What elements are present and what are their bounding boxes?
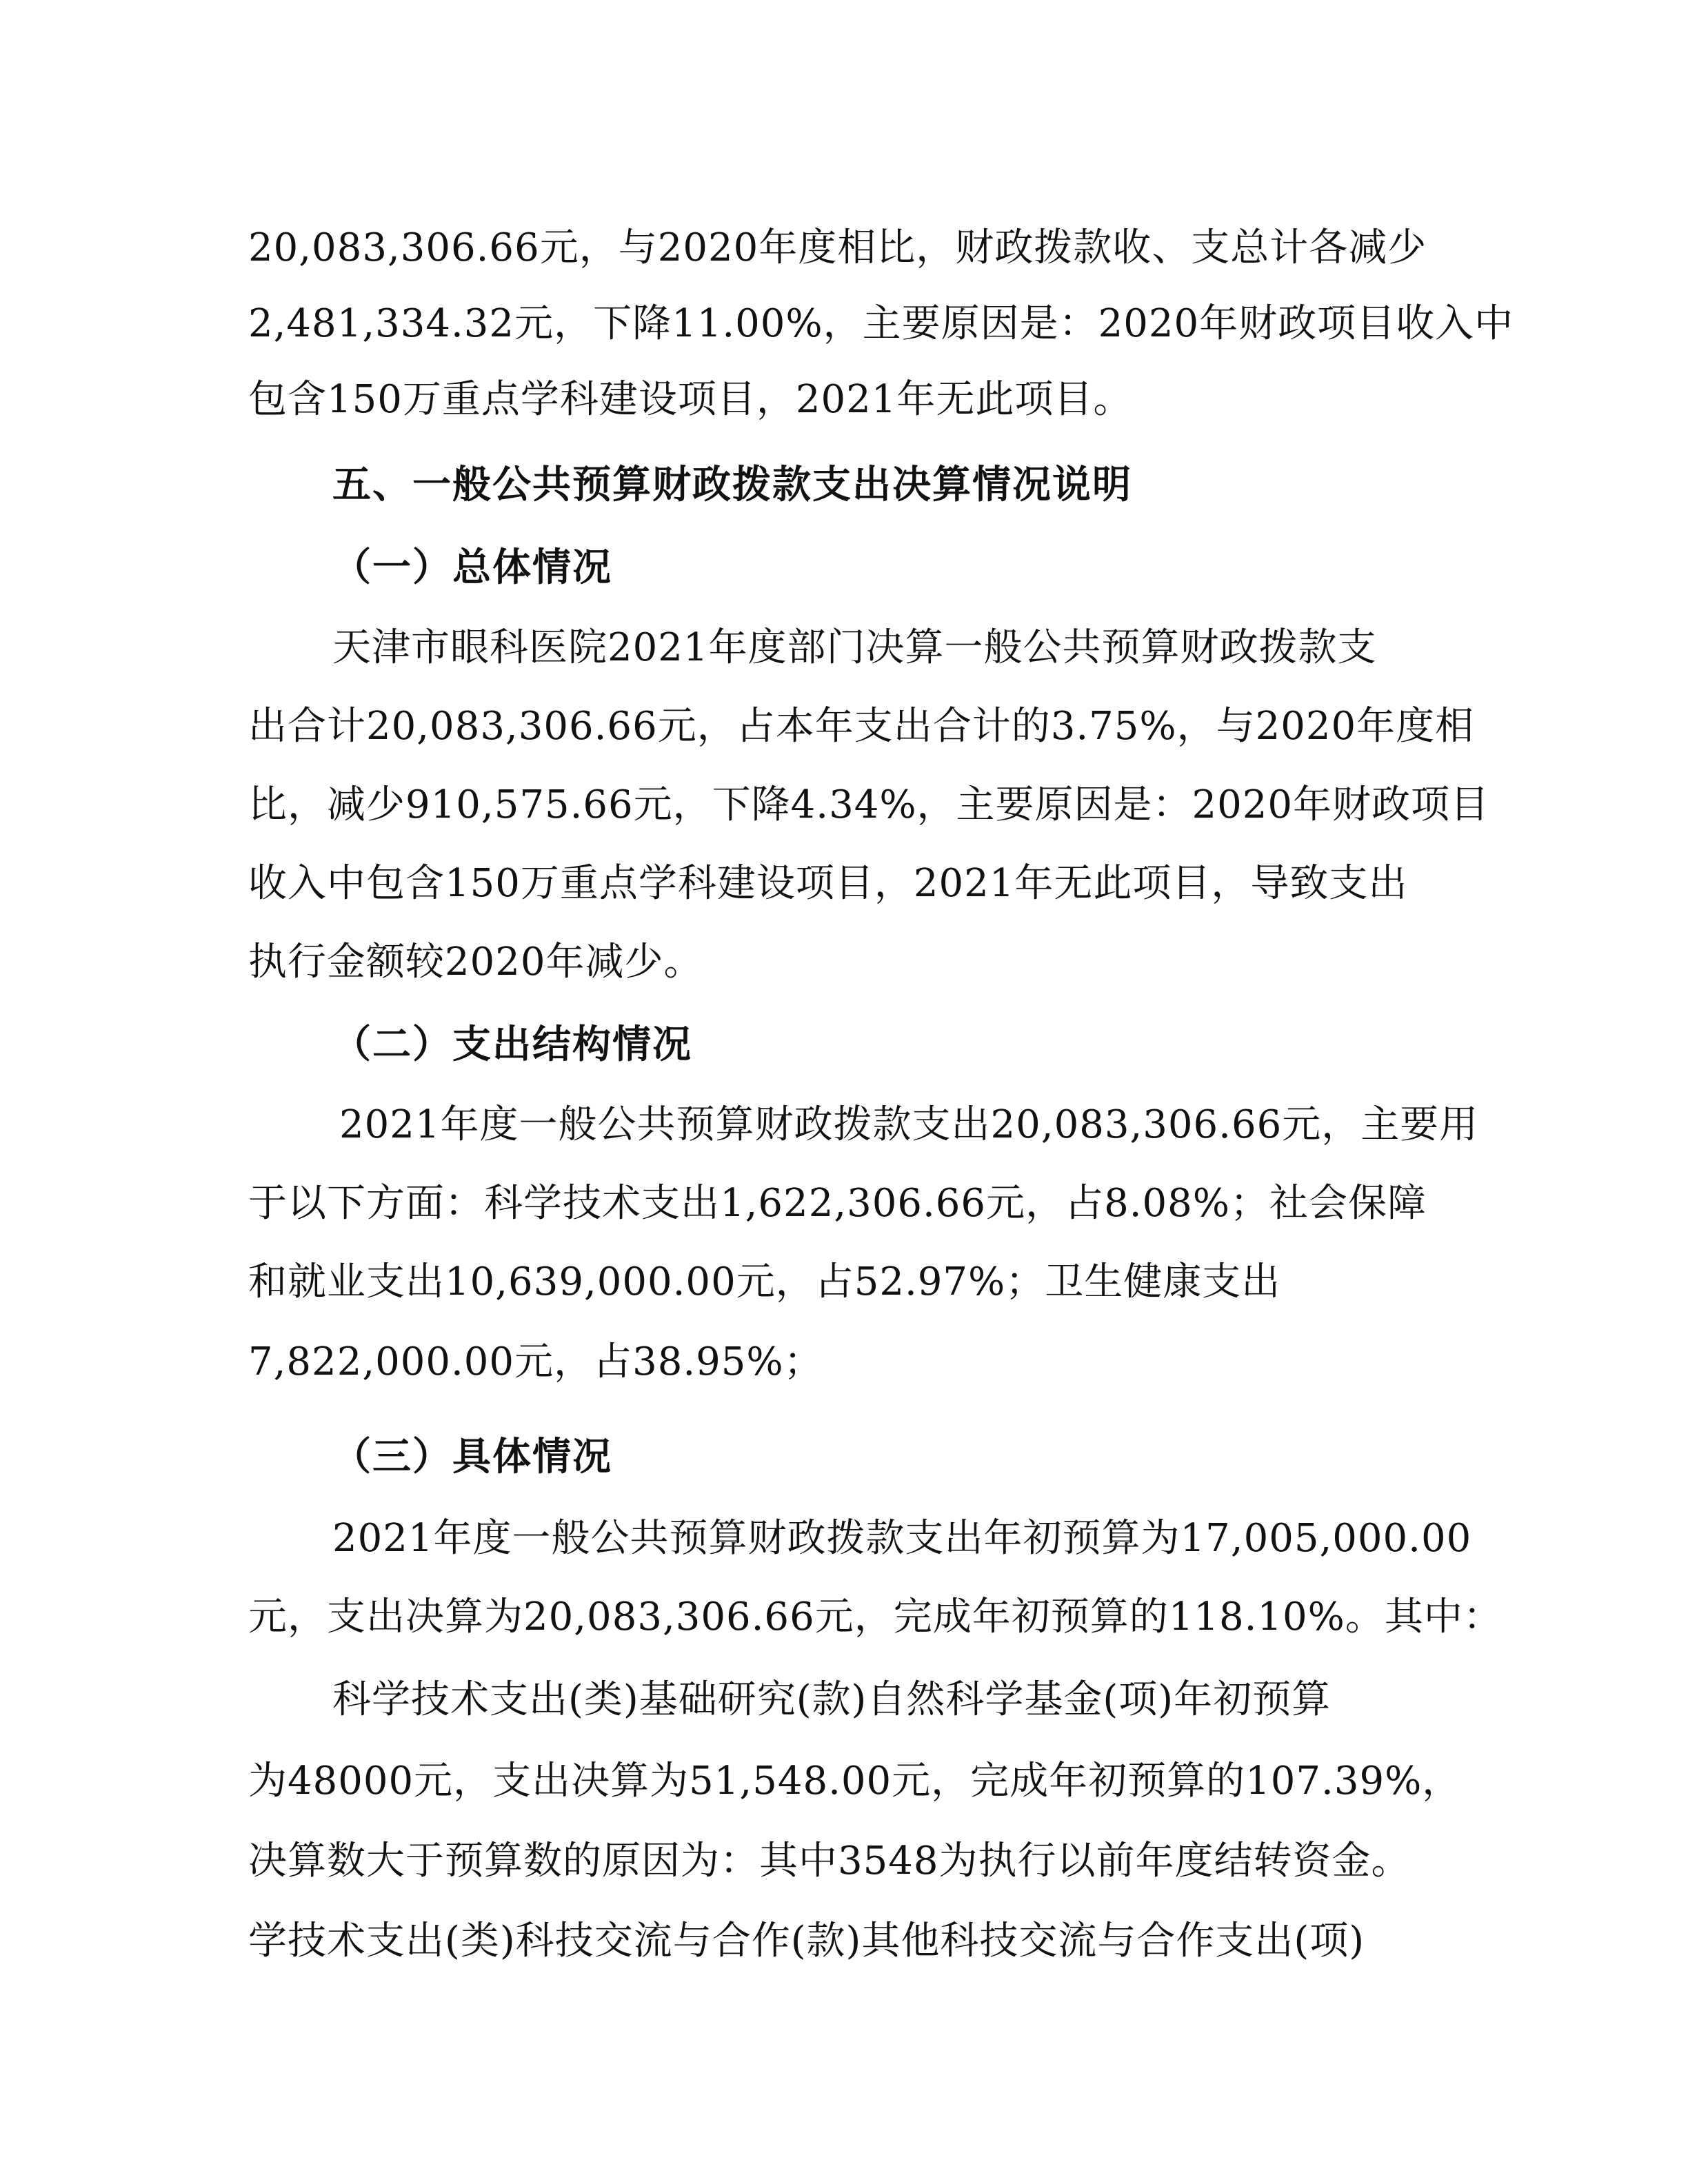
paragraph-line: 于以下方面：科学技术支出1,622,306.66元，占8.08%；社会保障 (248, 1181, 1427, 1226)
paragraph-line: 2,481,334.32元，下降11.00%，主要原因是：2020年财政项目收入中 (248, 301, 1514, 346)
paragraph-line: 为48000元，支出决算为51,548.00元，完成年初预算的107.39%， (248, 1759, 1462, 1803)
paragraph-line: 出合计20,083,306.66元，占本年支出合计的3.75%，与2020年度相 (248, 704, 1475, 749)
paragraph-line: 2021年度一般公共预算财政拨款支出年初预算为17,005,000.00 (332, 1516, 1472, 1561)
paragraph-line: 7,822,000.00元，占38.95%； (248, 1339, 823, 1384)
paragraph-line: 比，减少910,575.66元，下降4.34%，主要原因是：2020年财政项目 (248, 782, 1490, 827)
paragraph-line: 决算数大于预算数的原因为：其中3548为执行以前年度结转资金。 (248, 1839, 1411, 1883)
paragraph-line: 执行金额较2020年减少。 (248, 940, 703, 984)
paragraph-line: 收入中包含150万重点学科建设项目，2021年无此项目，导致支出 (248, 861, 1408, 906)
paragraph-line: 20,083,306.66元，与2020年度相比，财政拨款收、支总计各减少 (248, 225, 1427, 270)
paragraph-line: 和就业支出10,639,000.00元，占52.97%；卫生健康支出 (248, 1260, 1281, 1304)
subsection-heading: （二）支出结构情况 (332, 1022, 692, 1067)
paragraph-line: 2021年度一般公共预算财政拨款支出20,083,306.66元，主要用 (339, 1102, 1479, 1147)
paragraph-line: 科学技术支出(类)基础研究(款)自然科学基金(项)年初预算 (332, 1677, 1332, 1722)
paragraph-line: 天津市眼科医院2021年度部门决算一般公共预算财政拨款支 (332, 625, 1377, 670)
subsection-heading: （三）具体情况 (332, 1435, 612, 1479)
section-heading: 五、一般公共预算财政拨款支出决算情况说明 (332, 463, 1132, 507)
subsection-heading: （一）总体情况 (332, 545, 612, 590)
paragraph-line: 学技术支出(类)科技交流与合作(款)其他科技交流与合作支出(项) (248, 1919, 1365, 1963)
paragraph-line: 包含150万重点学科建设项目，2021年无此项目。 (248, 377, 1133, 422)
paragraph-line: 元，支出决算为20,083,306.66元，完成年初预算的118.10%。其中： (248, 1595, 1503, 1639)
